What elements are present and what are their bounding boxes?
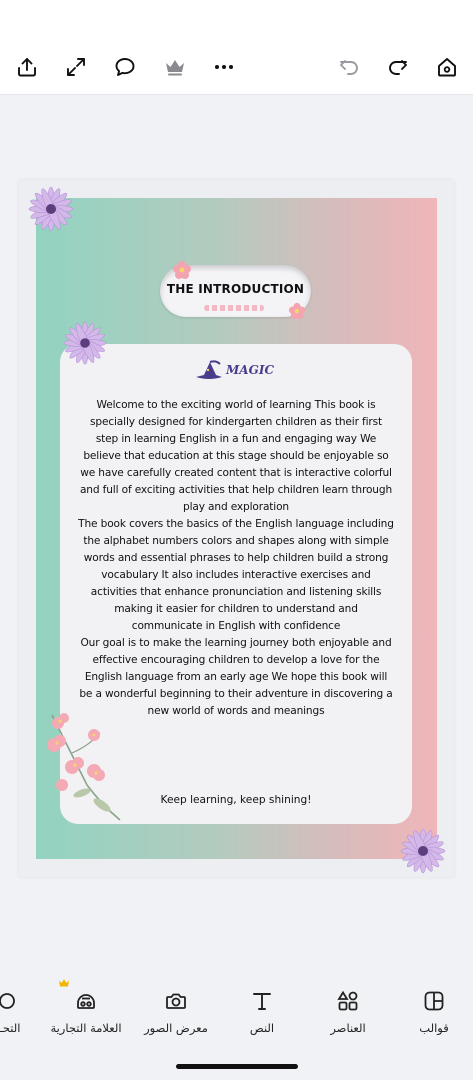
brand-icon bbox=[74, 989, 98, 1013]
small-pink-flower-icon bbox=[172, 260, 192, 280]
small-pink-flower-icon bbox=[288, 302, 306, 320]
top-toolbar bbox=[0, 40, 473, 95]
magic-logo bbox=[194, 358, 274, 382]
nav-photo-gallery[interactable] bbox=[138, 985, 214, 1045]
more-icon[interactable] bbox=[209, 52, 239, 82]
redo-icon[interactable] bbox=[383, 52, 413, 82]
intro-body-text[interactable] bbox=[78, 397, 394, 720]
paragraph: The book covers the basics of the English language️ including the alphabet️ numbers️ colors️ and shapes️ along with simple words and essential phrases to help children build a strong vocabulary️ It also includes interactive exercises and activities that enhance pronunciation and listening skills️ making it easier for children to understand and communicate in English with confidence️ bbox=[78, 518, 394, 632]
nav-label: النص bbox=[249, 1021, 275, 1035]
page-title: THE INTRODUCTION bbox=[166, 282, 305, 296]
paragraph: Our goal is to make the learning journey both enjoyable and effective️ encouraging children to develop a love for the English language from an early age️ We hope this book will be a wonderful beginning to their adventure in discovering a new world of words and meanings️ bbox=[79, 637, 393, 717]
elements-icon bbox=[336, 989, 360, 1013]
text-icon bbox=[250, 989, 274, 1013]
more-tools-icon bbox=[0, 989, 19, 1013]
nav-label: العناصر bbox=[330, 1021, 366, 1035]
nav-label: قوالب bbox=[419, 1021, 449, 1035]
wizard-hat-icon bbox=[194, 359, 224, 381]
logo-text: MAGIC bbox=[225, 363, 274, 377]
share-icon[interactable] bbox=[12, 52, 42, 82]
undo-icon[interactable] bbox=[334, 52, 364, 82]
nav-text[interactable] bbox=[244, 985, 280, 1045]
nav-label: التحـ bbox=[0, 1021, 21, 1035]
expand-icon[interactable] bbox=[61, 52, 91, 82]
home-icon[interactable] bbox=[432, 52, 462, 82]
paragraph: Welcome to the exciting world of learning️ This book is specially designed for kindergarten children as their first step in learning English in a fun and engaging way️ We believe that education at this stage should be enjoyable️ so we have carefully created content that is interactive️ colorful️ and full of exciting activities that help children learn through play and exploration️ bbox=[79, 399, 393, 513]
closing-line[interactable]: Keep learning, keep shining! bbox=[160, 794, 312, 806]
title-decoration bbox=[204, 305, 264, 311]
nav-elements[interactable] bbox=[326, 985, 370, 1045]
purple-flower-icon bbox=[397, 825, 449, 877]
crown-icon[interactable] bbox=[160, 52, 190, 82]
nav-templates[interactable] bbox=[414, 985, 454, 1045]
pink-blossom-branch-icon bbox=[42, 705, 124, 823]
camera-icon bbox=[164, 989, 188, 1013]
premium-crown-icon bbox=[58, 978, 70, 988]
purple-flower-icon bbox=[60, 318, 110, 368]
comment-icon[interactable] bbox=[110, 52, 140, 82]
nav-label: العلامة التجارية bbox=[50, 1021, 122, 1035]
templates-icon bbox=[422, 989, 446, 1013]
nav-label: معرض الصور bbox=[144, 1021, 208, 1035]
home-indicator bbox=[176, 1064, 298, 1069]
nav-more-tools[interactable] bbox=[0, 985, 28, 1045]
nav-brand[interactable] bbox=[40, 985, 132, 1045]
purple-flower-icon bbox=[25, 183, 77, 235]
status-bar-area bbox=[0, 0, 473, 40]
